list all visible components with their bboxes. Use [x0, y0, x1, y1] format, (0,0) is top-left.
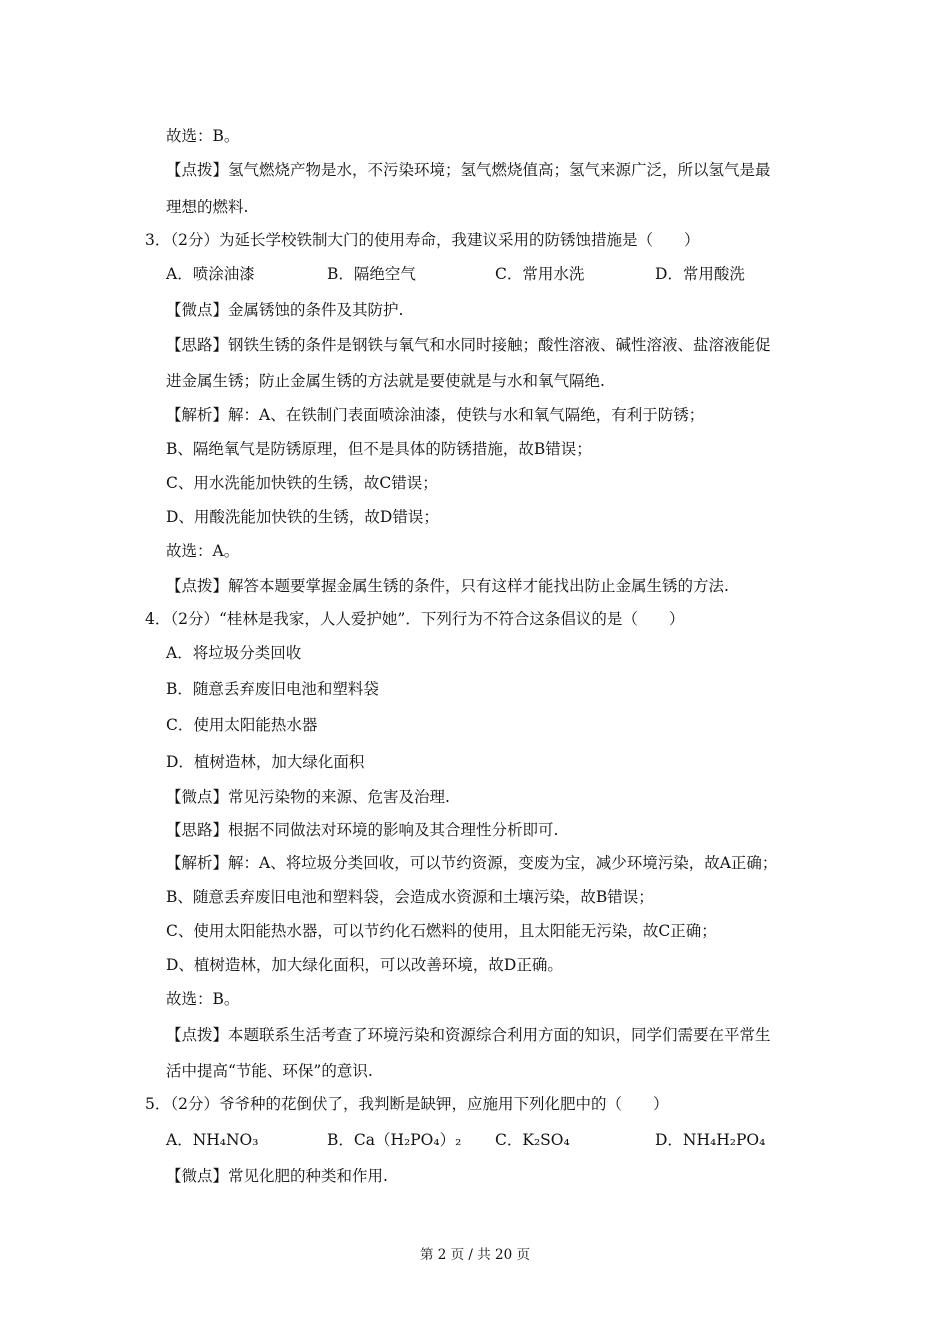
- text-line: 【思路】根据不同做法对环境的影响及其合理性分析即可.: [166, 821, 559, 839]
- question-stem: 4．（2分）“桂林是我家，人人爱护她”．下列行为不符合这条倡议的是（ ）: [145, 610, 685, 628]
- answer-option: C．常用水洗: [495, 265, 585, 283]
- text-line: B、随意丢弃废旧电池和塑料袋，会造成水资源和土壤污染，故B错误；: [166, 888, 654, 906]
- answer-option: C．K₂SO₄: [495, 1131, 570, 1149]
- text-line: B．随意丢弃废旧电池和塑料袋: [166, 680, 379, 698]
- text-line: 【微点】常见污染物的来源、危害及治理.: [166, 788, 450, 806]
- text-line: C、用水洗能加快铁的生锈，故C错误；: [166, 474, 438, 492]
- answer-option: B．隔绝空气: [327, 265, 416, 283]
- text-line: 【微点】金属锈蚀的条件及其防护.: [166, 301, 404, 319]
- answer-option: D．NH₄H₂PO₄: [655, 1131, 766, 1149]
- text-line: B、隔绝氧气是防锈原理，但不是具体的防锈措施，故B错误；: [166, 440, 592, 458]
- text-line: 【解析】解：A、在铁制门表面喷涂油漆，使铁与水和氧气隔绝，有利于防锈；: [166, 406, 705, 424]
- answer-option: A．NH₄NO₃: [166, 1131, 259, 1149]
- text-line: C、使用太阳能热水器，可以节约化石燃料的使用，且太阳能无污染，故C正确；: [166, 922, 717, 940]
- text-line: 【解析】解：A、将垃圾分类回收，可以节约资源，变废为宝，减少环境污染，故A正确；: [166, 854, 778, 872]
- text-line: D、用酸洗能加快铁的生锈，故D错误；: [166, 508, 439, 526]
- text-line: 进金属生锈；防止金属生锈的方法就是要使就是与水和氧气隔绝.: [166, 372, 605, 390]
- text-line: 故选：B。: [166, 127, 240, 145]
- text-line: D．植树造林，加大绿化面积: [166, 753, 365, 771]
- text-line: D、植树造林，加大绿化面积，可以改善环境，故D正确。: [166, 956, 563, 974]
- text-line: 活中提高“节能、环保”的意识.: [166, 1062, 373, 1080]
- text-line: 理想的燃料.: [166, 198, 249, 216]
- answer-option: B．Ca（H₂PO₄）₂: [327, 1131, 462, 1149]
- question-stem: 3．（2分）为延长学校铁制大门的使用寿命，我建议采用的防锈蚀措施是（ ）: [145, 231, 700, 249]
- text-line: C．使用太阳能热水器: [166, 716, 318, 734]
- page-footer: 第 2 页 / 共 20 页: [419, 1247, 531, 1263]
- text-line: 【点拨】本题联系生活考查了环境污染和资源综合利用方面的知识，同学们需要在平常生: [166, 1026, 771, 1044]
- answer-option: A．喷涂油漆: [166, 265, 255, 283]
- text-line: 故选：B。: [166, 990, 240, 1008]
- text-line: A．将垃圾分类回收: [166, 644, 302, 662]
- text-line: 【思路】钢铁生锈的条件是钢铁与氧气和水同时接触；酸性溶液、碱性溶液、盐溶液能促: [166, 336, 771, 354]
- text-line: 【点拨】氢气燃烧产物是水，不污染环境；氢气燃烧值高；氢气来源广泛，所以氢气是最: [166, 161, 771, 179]
- text-line: 【微点】常见化肥的种类和作用.: [166, 1167, 388, 1185]
- answer-option: D．常用酸洗: [655, 265, 745, 283]
- text-line: 故选：A。: [166, 542, 240, 560]
- question-stem: 5．（2分）爷爷种的花倒伏了，我判断是缺钾，应施用下列化肥中的（ ）: [145, 1095, 669, 1113]
- text-line: 【点拨】解答本题要掌握金属生锈的条件，只有这样才能找出防止金属生锈的方法.: [166, 577, 729, 595]
